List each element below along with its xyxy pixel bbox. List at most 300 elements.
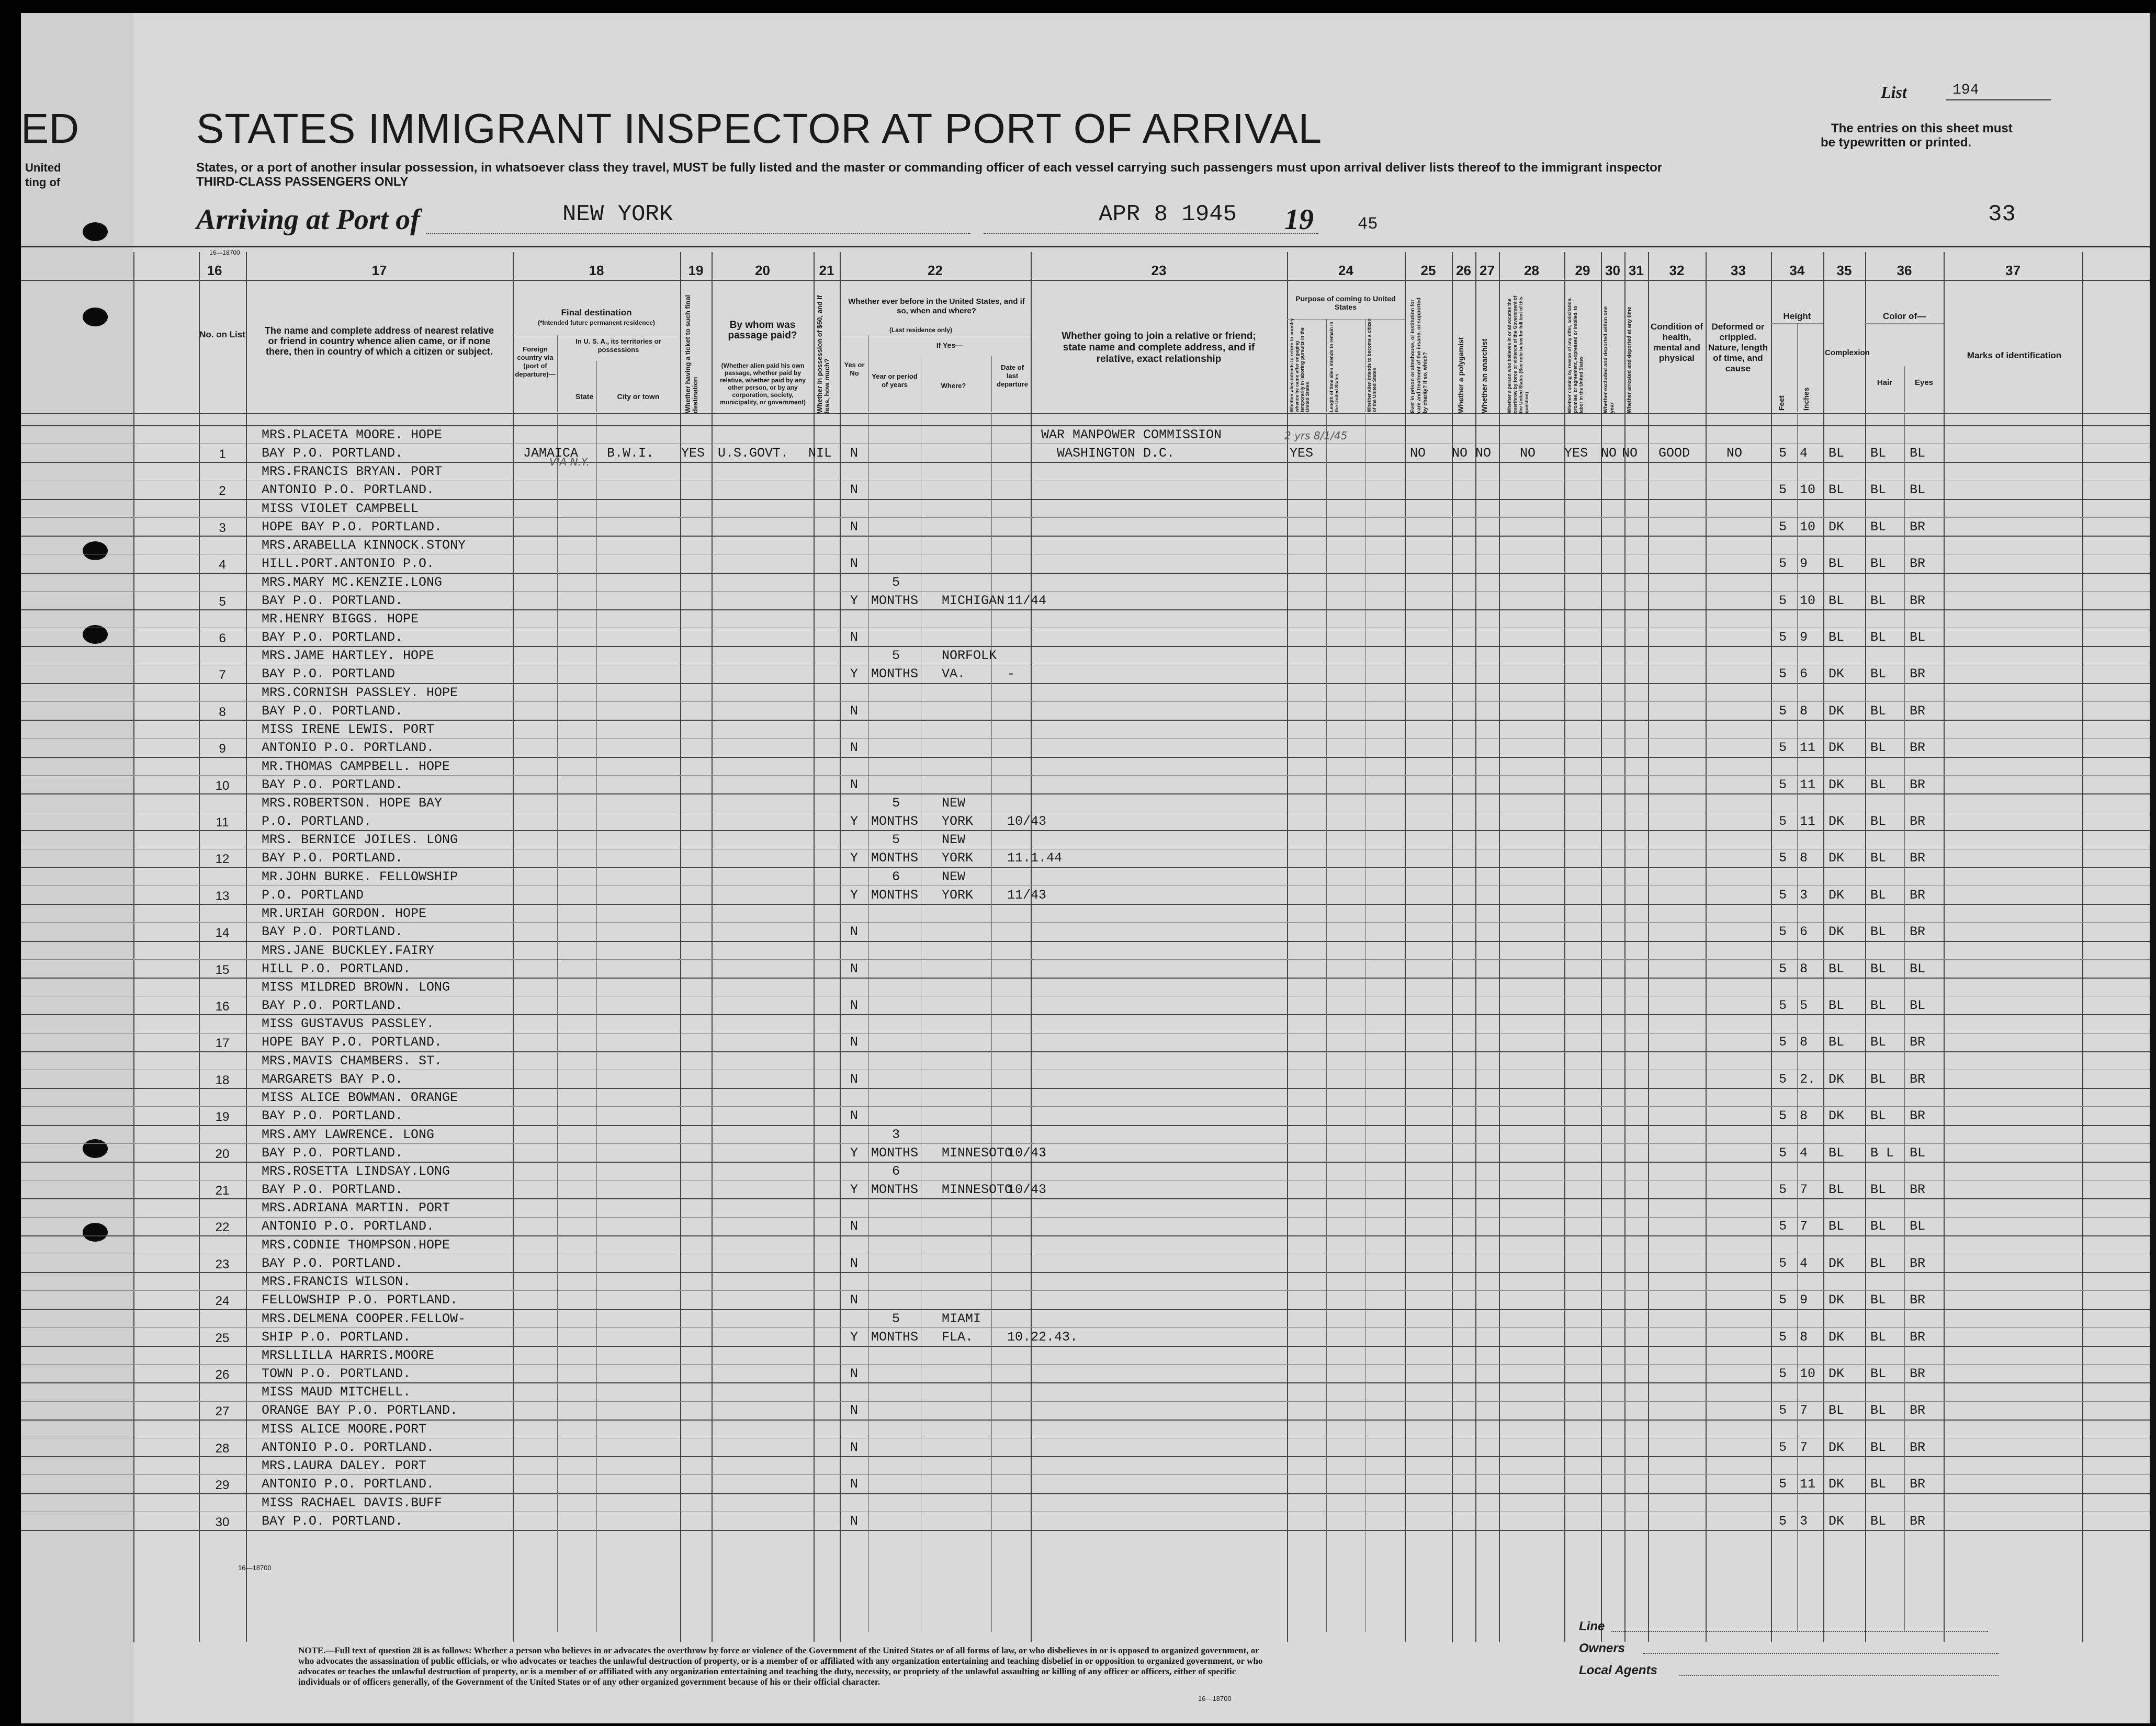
col-26-header: Whether a polygamist	[1457, 337, 1465, 413]
body-sub-column-rule	[1365, 413, 1366, 1632]
before-in-us: N	[850, 1255, 859, 1271]
list-underline	[1946, 99, 2051, 100]
row-number: 7	[219, 668, 226, 683]
row-rule	[21, 1290, 2155, 1291]
col-18-city: City or town	[617, 392, 660, 401]
purpose-value: YES	[1290, 446, 1314, 461]
body-sub-column-rule	[1797, 413, 1798, 1632]
column-rule	[1287, 252, 1288, 1642]
height-inches: 8	[1800, 703, 1808, 719]
before-in-us: N	[850, 1513, 859, 1529]
row-rule	[21, 978, 2155, 979]
row-number: 20	[215, 1146, 230, 1161]
height-feet: 5	[1779, 1108, 1787, 1124]
height-feet: 5	[1779, 777, 1787, 792]
hair-color: BL	[1870, 998, 1887, 1013]
col-28-header: Whether a person who believes in or advocates the overthrow by force or violence of the Government of the United States (See note below for full text of this question)	[1507, 296, 1529, 413]
where-value: MICHIGAN	[942, 593, 1005, 608]
passenger-name: MISS ALICE MOORE.PORT	[262, 1421, 427, 1437]
passenger-address: ANTONIO P.O. PORTLAND.	[262, 1439, 435, 1455]
page-title: STATES IMMIGRANT INSPECTOR AT PORT OF ARRIVAL	[196, 105, 1323, 152]
row-number: 30	[215, 1515, 230, 1529]
row-number: 19	[215, 1110, 230, 1125]
q29-value: YES	[1564, 446, 1588, 461]
hair-color: BL	[1870, 1513, 1887, 1529]
before-in-us: N	[850, 1292, 859, 1308]
period-count: 5	[892, 574, 900, 590]
port-value: NEW YORK	[562, 201, 673, 228]
sheet-number: 33	[1988, 201, 2016, 228]
row-rule	[21, 425, 2155, 426]
footer-owners-label: Owners	[1579, 1641, 1626, 1655]
eye-color: BL	[1910, 482, 1926, 498]
body-sub-column-rule	[1904, 413, 1905, 1632]
col-29-number: 29	[1575, 263, 1590, 278]
body-sub-column-rule	[596, 413, 597, 1632]
height-inches: 4	[1800, 1255, 1808, 1271]
ticket-value: YES	[681, 446, 705, 461]
col-32-number: 32	[1669, 263, 1685, 278]
col-22-period: Year or period of years	[872, 372, 918, 389]
period-unit: MONTHS	[871, 1145, 919, 1161]
row-number: 23	[215, 1257, 230, 1271]
passenger-name: MRS.DELMENA COOPER.FELLOW-	[262, 1311, 466, 1326]
passenger-name: MRS.ROSETTA LINDSAY.LONG	[262, 1164, 450, 1179]
before-in-us: N	[850, 1219, 859, 1234]
before-in-us: N	[850, 630, 859, 645]
passenger-name: MRS.ARABELLA KINNOCK.STONY	[262, 538, 466, 553]
passenger-name: MRS.JAME HARTLEY. HOPE	[262, 648, 435, 664]
date-underline	[984, 233, 1318, 234]
binder-hole	[83, 308, 108, 326]
note-form-code: 16—18700	[1198, 1695, 1232, 1702]
complexion-value: DK	[1828, 814, 1845, 829]
last-departure-date: 10/43	[1007, 1182, 1047, 1197]
height-inches: 11	[1800, 740, 1816, 756]
passenger-address: BAY P.O. PORTLAND.	[262, 703, 403, 719]
hair-color: BL	[1870, 1366, 1887, 1381]
list-number: 194	[1952, 82, 1979, 98]
period-unit: MONTHS	[871, 1329, 919, 1345]
passenger-address: BAY P.O. PORTLAND.	[262, 924, 403, 940]
col-18-note: (*Intended future permanent residence)	[537, 319, 656, 326]
row-rule	[21, 1346, 2155, 1347]
footer-agents-label: Local Agents	[1579, 1663, 1657, 1677]
row-number: 8	[219, 705, 226, 719]
eye-color: BL	[1910, 961, 1926, 976]
join-relative-line1: WAR MANPOWER COMMISSION	[1041, 427, 1222, 442]
entries-note-line2: be typewritten or printed.	[1821, 135, 1972, 150]
row-rule	[21, 499, 2155, 500]
year-prefix: 19	[1284, 203, 1314, 236]
height-inches: 9	[1800, 556, 1808, 572]
col-24-citizen: Whether alien intends to become a citizen of the United States	[1367, 318, 1377, 412]
col-36-eyes: Eyes	[1914, 378, 1934, 387]
hair-color: BL	[1870, 1292, 1887, 1308]
col-27-header: Whether an anarchist	[1480, 338, 1488, 413]
page-subtitle: States, or a port of another insular possession, in whatsoever class they travel, MUST be fully listed and the master or commanding officer of each vessel carrying such passengers must upon arrival deliver lists thereof to the immigrant inspector	[196, 161, 1663, 175]
row-number: 18	[215, 1073, 230, 1087]
header-rule	[21, 246, 2155, 247]
before-in-us: N	[850, 961, 859, 976]
row-number: 27	[215, 1404, 230, 1419]
complexion-value: BL	[1828, 482, 1845, 498]
col-24-length: Length of time alien intends to remain in the United States	[1329, 321, 1339, 412]
hair-color: BL	[1870, 1071, 1887, 1087]
row-number: 13	[215, 889, 230, 903]
eye-color: BR	[1910, 1439, 1926, 1455]
height-inches: 8	[1800, 961, 1808, 976]
passenger-name: MR.URIAH GORDON. HOPE	[262, 906, 427, 922]
height-feet: 5	[1779, 887, 1787, 903]
passenger-name: MISS RACHAEL DAVIS.BUFF	[262, 1495, 443, 1511]
row-rule	[21, 1033, 2155, 1034]
row-rule	[21, 609, 2155, 610]
height-feet: 5	[1779, 1292, 1787, 1308]
eye-color: BR	[1910, 519, 1926, 535]
before-in-us: Y	[850, 1182, 859, 1197]
hair-color: BL	[1870, 850, 1887, 866]
row-rule	[21, 1401, 2155, 1402]
passenger-address: BAY P.O. PORTLAND.	[262, 998, 403, 1013]
height-inches: 10	[1800, 1366, 1816, 1381]
where-line1: NEW	[942, 869, 966, 884]
last-departure-date: -	[1007, 666, 1015, 682]
row-rule	[21, 573, 2155, 574]
row-rule	[21, 830, 2155, 831]
col-37-header: Marks of identification	[1967, 350, 2062, 360]
column-rule	[1706, 252, 1707, 1642]
binder-hole	[83, 1223, 108, 1242]
eye-color: BR	[1910, 814, 1926, 829]
complexion-value: DK	[1828, 1513, 1845, 1529]
row-rule	[21, 1235, 2155, 1236]
passenger-address: P.O. PORTLAND.	[262, 814, 372, 829]
hair-color: BL	[1870, 519, 1887, 535]
row-rule	[21, 1493, 2155, 1494]
before-in-us: Y	[850, 1145, 859, 1161]
before-in-us: N	[850, 1439, 859, 1455]
row-number: 3	[219, 520, 226, 535]
complexion-value: BL	[1828, 556, 1845, 572]
left-page-title-fragment: ED	[21, 105, 80, 152]
deformed-value: NO	[1726, 446, 1743, 461]
col-34-header: Height	[1783, 311, 1811, 321]
row-number: 17	[215, 1036, 230, 1051]
period-count: 5	[892, 648, 900, 664]
period-count: 6	[892, 1164, 900, 1179]
col-21-header: Whether in possession of $50, and if less, how much?	[816, 295, 831, 413]
q30-value: NO	[1601, 446, 1617, 461]
height-feet: 5	[1779, 1329, 1787, 1345]
col-22-date: Date of last departure	[997, 364, 1028, 388]
before-in-us: N	[850, 1071, 859, 1087]
col-36-header: Color of—	[1882, 311, 1926, 321]
row-rule	[21, 941, 2155, 942]
height-feet: 5	[1779, 446, 1787, 461]
row-rule	[21, 1125, 2155, 1126]
passenger-name: MRS.PLACETA MOORE. HOPE	[262, 427, 443, 442]
complexion-value: DK	[1828, 777, 1845, 792]
height-inches: 7	[1800, 1439, 1808, 1455]
height-feet: 5	[1779, 666, 1787, 682]
hair-color: BL	[1870, 482, 1887, 498]
arrival-date: APR 8 1945	[1099, 201, 1237, 228]
row-rule	[21, 793, 2155, 794]
eye-color: BR	[1910, 666, 1926, 682]
complexion-value: DK	[1828, 740, 1845, 756]
height-inches: 7	[1800, 1403, 1808, 1418]
row-number: 14	[215, 926, 230, 940]
column-rule	[1405, 252, 1406, 1642]
passenger-address: BAY P.O. PORTLAND.	[262, 850, 403, 866]
col-21-number: 21	[819, 263, 834, 278]
row-rule	[21, 1143, 2155, 1144]
col-22-note: (Last residence only)	[889, 326, 953, 334]
height-inches: 11	[1800, 814, 1816, 829]
before-in-us: Y	[850, 814, 859, 829]
column-rule	[1499, 252, 1500, 1642]
period-count: 5	[892, 1311, 900, 1326]
height-inches: 6	[1800, 666, 1808, 682]
where-line1: MIAMI	[942, 1311, 981, 1326]
hair-color: BL	[1870, 446, 1887, 461]
complexion-value: BL	[1828, 630, 1845, 645]
height-inches: 3	[1800, 1513, 1808, 1529]
passenger-address: HOPE BAY P.O. PORTLAND.	[262, 1035, 443, 1050]
height-inches: 10	[1800, 519, 1816, 535]
col-20-header: By whom was passage paid?	[728, 320, 797, 341]
binder-hole	[83, 1139, 108, 1158]
complexion-value: DK	[1828, 924, 1845, 940]
hair-color: BL	[1870, 630, 1887, 645]
page-edge-right	[2150, 13, 2156, 1723]
complexion-value: BL	[1828, 1182, 1845, 1197]
col-27-number: 27	[1480, 263, 1495, 278]
passenger-address: ANTONIO P.O. PORTLAND.	[262, 1477, 435, 1492]
passenger-address: MARGARETS BAY P.O.	[262, 1071, 403, 1087]
passenger-name: MRS.FRANCIS WILSON.	[262, 1274, 411, 1290]
height-feet: 5	[1779, 1403, 1787, 1418]
height-inches: 10	[1800, 482, 1816, 498]
column-rule	[1771, 252, 1772, 1642]
height-feet: 5	[1779, 1145, 1787, 1161]
join-relative-line2: WASHINGTON D.C.	[1057, 446, 1175, 461]
passenger-name: MRS.LAURA DALEY. PORT	[262, 1458, 427, 1474]
col-23-number: 23	[1151, 263, 1167, 278]
col-34-feet: Feet	[1777, 395, 1786, 411]
passenger-name: MISS MILDRED BROWN. LONG	[262, 980, 450, 995]
height-inches: 2.	[1800, 1071, 1816, 1087]
row-number: 25	[215, 1331, 230, 1345]
previous-page-edge	[21, 13, 133, 1723]
height-feet: 5	[1779, 814, 1787, 829]
eye-color: BR	[1910, 1255, 1926, 1271]
hair-color: BL	[1870, 593, 1887, 608]
eye-color: BR	[1910, 593, 1926, 608]
period-unit: MONTHS	[871, 666, 919, 682]
passenger-address: BAY P.O. PORTLAND.	[262, 630, 403, 645]
passenger-address: BAY P.O. PORTLAND.	[262, 777, 403, 792]
height-inches: 9	[1800, 630, 1808, 645]
col-22-yesno: Yes or No	[844, 361, 865, 377]
passenger-address: SHIP P.O. PORTLAND.	[262, 1329, 411, 1345]
row-rule	[21, 904, 2155, 905]
col-24-return: Whether alien intends to return to country whence he came after engaging temporarily in laboring pursuits in the United States	[1289, 318, 1310, 412]
col-22-where: Where?	[941, 382, 966, 390]
period-count: 5	[892, 832, 900, 848]
row-number: 12	[215, 852, 230, 867]
col-16-header: No. on List	[199, 330, 245, 339]
before-in-us: N	[850, 924, 859, 940]
passenger-name: MR.THOMAS CAMPBELL. HOPE	[262, 758, 450, 774]
col-18-number: 18	[589, 263, 604, 278]
row-rule	[21, 1051, 2155, 1052]
column-rule	[199, 252, 200, 1642]
column-rule	[1648, 252, 1649, 1642]
port-underline	[426, 233, 970, 234]
money-value: NIL	[808, 446, 832, 461]
header-sub-column-rule	[1904, 366, 1905, 412]
passenger-name: MR.HENRY BIGGS. HOPE	[262, 611, 419, 627]
before-in-us: N	[850, 482, 859, 498]
header-sub-rule	[1865, 323, 1944, 324]
complexion-value: DK	[1828, 703, 1845, 719]
passenger-address: P.O. PORTLAND	[262, 887, 364, 903]
period-unit: MONTHS	[871, 593, 919, 608]
col-18-header: Final destination	[561, 308, 632, 317]
eye-color: BR	[1910, 887, 1926, 903]
before-in-us: N	[850, 1477, 859, 1492]
height-feet: 5	[1779, 593, 1787, 608]
binder-hole	[83, 222, 108, 241]
row-rule	[21, 646, 2155, 647]
before-in-us: Y	[850, 593, 859, 608]
complexion-value: DK	[1828, 1292, 1845, 1308]
before-in-us: N	[850, 446, 859, 461]
row-rule	[21, 959, 2155, 960]
height-feet: 5	[1779, 519, 1787, 535]
eye-color: BR	[1910, 1035, 1926, 1050]
row-number: 1	[219, 447, 226, 461]
col-20-note: (Whether alien paid his own passage, whether paid by relative, whether paid by any other person, or by any corporation, society, municipality, or government)	[719, 362, 806, 406]
row-rule	[21, 517, 2155, 518]
where-value: VA.	[942, 666, 966, 682]
height-feet: 5	[1779, 1366, 1787, 1381]
col-17-header: The name and complete address of nearest relative or friend in country whence alien came, or if none there, then in country of which a citizen or subject.	[264, 325, 494, 357]
body-sub-column-rule	[557, 413, 558, 1632]
eye-color: BR	[1910, 1366, 1926, 1381]
row-rule	[21, 720, 2155, 721]
before-in-us: N	[850, 1366, 859, 1381]
form-code-top: 16—18700	[209, 249, 240, 256]
passenger-address: BAY P.O. PORTLAND.	[262, 1255, 403, 1271]
hair-color: BL	[1870, 1439, 1887, 1455]
row-rule	[21, 1420, 2155, 1421]
column-rule	[1031, 252, 1032, 1642]
passenger-name: MISS ALICE BOWMAN. ORANGE	[262, 1090, 458, 1106]
header-sub-column-rule	[1326, 319, 1327, 412]
passenger-name: MRS.MAVIS CHAMBERS. ST.	[262, 1053, 443, 1069]
q27-value: NO	[1475, 446, 1492, 461]
height-inches: 10	[1800, 593, 1816, 608]
col-22-ifyes: If Yes—	[936, 341, 963, 349]
row-number: 24	[215, 1294, 230, 1309]
hair-color: BL	[1870, 1329, 1887, 1345]
before-in-us: N	[850, 740, 859, 756]
eye-color: BR	[1910, 1071, 1926, 1087]
row-rule	[21, 1014, 2155, 1015]
column-rule	[1865, 252, 1866, 1642]
complexion-value: DK	[1828, 850, 1845, 866]
col-24-number: 24	[1338, 263, 1353, 278]
before-in-us: Y	[850, 887, 859, 903]
row-rule	[21, 1217, 2155, 1218]
q25-value: NO	[1410, 446, 1426, 461]
pencil-annotation: 2 yrs 8/1/45	[1284, 429, 1348, 442]
column-rule	[712, 252, 713, 1642]
body-sub-column-rule	[868, 413, 869, 1632]
complexion-value: DK	[1828, 1366, 1845, 1381]
hair-color: BL	[1870, 1035, 1887, 1050]
complexion-value: BL	[1828, 1145, 1845, 1161]
header-bottom-rule	[21, 413, 2155, 414]
header-sub-column-rule	[596, 361, 597, 412]
hair-color: BL	[1870, 1477, 1887, 1492]
header-sub-column-rule	[557, 335, 558, 412]
where-line1: NEW	[942, 832, 966, 848]
row-rule	[21, 701, 2155, 702]
height-feet: 5	[1779, 924, 1787, 940]
row-rule	[21, 591, 2155, 592]
row-number: 9	[219, 742, 226, 756]
eye-color: BL	[1910, 998, 1926, 1013]
height-inches: 8	[1800, 1108, 1808, 1124]
col-18-state: State	[575, 392, 594, 401]
eye-color: BR	[1910, 740, 1926, 756]
height-feet: 5	[1779, 482, 1787, 498]
col-23-header: Whether going to join a relative or friend; state name and complete address, and if relative, exact relationship	[1062, 331, 1256, 365]
row-rule	[21, 1162, 2155, 1163]
passenger-address: TOWN P.O. PORTLAND.	[262, 1366, 411, 1381]
col-37-number: 37	[2005, 263, 2020, 278]
height-inches: 8	[1800, 1035, 1808, 1050]
complexion-value: BL	[1828, 446, 1845, 461]
col-35-number: 35	[1836, 263, 1852, 278]
before-in-us: N	[850, 1403, 859, 1418]
before-in-us: N	[850, 703, 859, 719]
hair-color: BL	[1870, 740, 1887, 756]
col-36-number: 36	[1897, 263, 1912, 278]
complexion-value: DK	[1828, 887, 1845, 903]
hair-color: BL	[1870, 1182, 1887, 1197]
row-rule	[21, 1088, 2155, 1089]
passenger-address: BAY P.O. PORTLAND.	[262, 593, 403, 608]
row-rule	[21, 757, 2155, 758]
col-18-usa: In U. S. A., its territories or possessions	[575, 337, 661, 354]
row-number: 2	[219, 484, 226, 498]
row-number: 26	[215, 1368, 230, 1382]
hair-color: BL	[1870, 1219, 1887, 1234]
where-value: YORK	[942, 814, 974, 829]
foreign-country: JAMAICA	[523, 446, 579, 461]
before-in-us: Y	[850, 666, 859, 682]
col-31-header: Whether arrested and deported at any time	[1627, 306, 1632, 413]
height-feet: 5	[1779, 1439, 1787, 1455]
passenger-name: MISS GUSTAVUS PASSLEY.	[262, 1016, 435, 1032]
height-feet: 5	[1779, 630, 1787, 645]
row-rule	[21, 1106, 2155, 1107]
